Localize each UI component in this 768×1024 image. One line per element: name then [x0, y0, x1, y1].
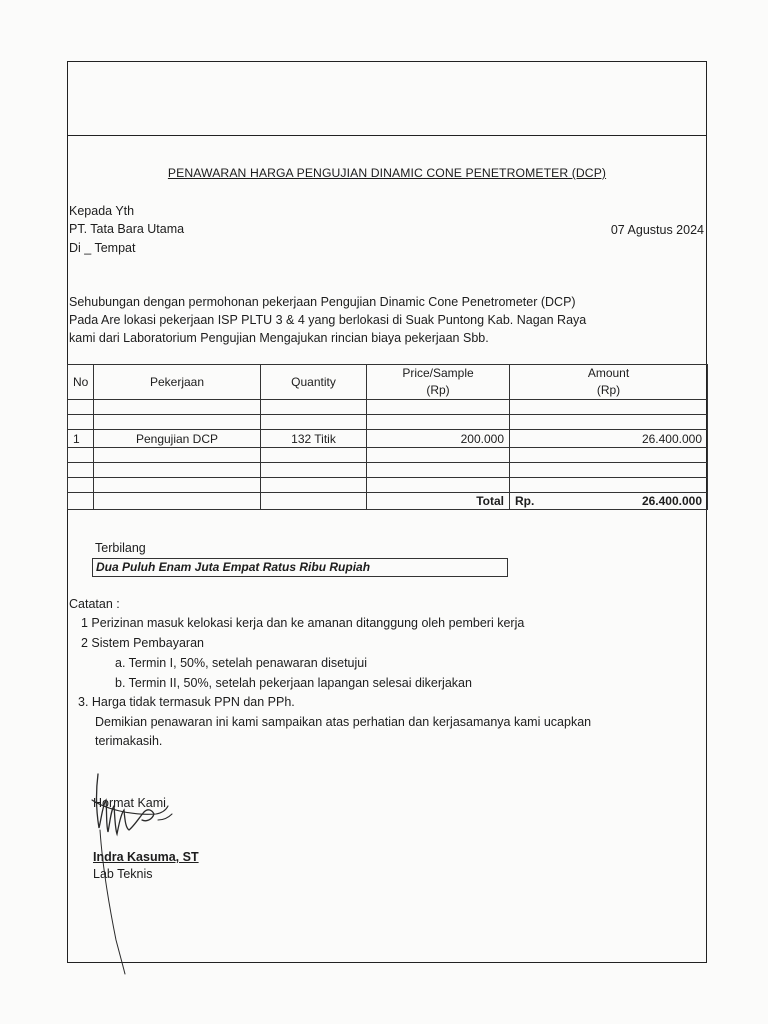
table-header-row	[68, 365, 708, 400]
total-currency: Rp.	[515, 494, 535, 508]
table-total-row	[68, 493, 708, 510]
total-amount	[510, 493, 708, 510]
item-no: 1	[68, 430, 94, 448]
closing-line-1: Demikian penawaran ini kami sampaikan atas perhatian dan kerjasamanya kami ucapkan	[95, 715, 592, 729]
intro-line-2: Pada Are lokasi pekerjaan ISP PLTU 3 & 4 yang berlokasi di Suak Puntong Kab. Nagan Raya	[69, 313, 587, 327]
header-amount	[510, 365, 708, 400]
note-1: 1 Perizinan masuk kelokasi kerja dan ke amanan ditanggung oleh pemberi kerja	[81, 616, 525, 630]
table-row	[68, 478, 708, 493]
item-price: 200.000	[367, 430, 510, 448]
signature-greeting: Hormat Kami	[93, 796, 166, 810]
header-frame	[67, 61, 707, 136]
intro-line-1: Sehubungan dengan permohonan pekerjaan Pengujian Dinamic Cone Penetrometer (DCP)	[69, 295, 576, 309]
terbilang-label: Terbilang	[95, 541, 146, 555]
document-title: PENAWARAN HARGA PENGUJIAN DINAMIC CONE PENETROMETER (DCP)	[167, 166, 607, 180]
notes-heading: Catatan :	[69, 597, 120, 611]
signature-name: Indra Kasuma, ST	[93, 850, 199, 864]
item-pekerjaan: Pengujian DCP	[94, 430, 261, 448]
terbilang-value: Dua Puluh Enam Juta Empat Ratus Ribu Rupiah	[92, 558, 508, 577]
note-3: 3. Harga tidak termasuk PPN dan PPh.	[78, 695, 295, 709]
header-amount-line1: Amount	[587, 366, 630, 380]
item-amount: 26.400.000	[510, 430, 708, 448]
table-row	[68, 400, 708, 415]
header-price	[367, 365, 510, 400]
note-2a: a. Termin I, 50%, setelah penawaran disetujui	[115, 656, 368, 670]
recipient-line-1: Kepada Yth	[69, 204, 135, 218]
recipient-company: PT. Tata Bara Utama	[69, 222, 185, 236]
intro-line-3: kami dari Laboratorium Pengujian Mengajukan rincian biaya pekerjaan Sbb.	[69, 331, 489, 345]
header-no: No	[68, 365, 94, 400]
header-price-line2: (Rp)	[426, 383, 450, 397]
note-2: 2 Sistem Pembayaran	[81, 636, 204, 650]
item-quantity: 132 Titik	[261, 430, 367, 448]
total-label: Total	[367, 493, 510, 510]
document-date: 07 Agustus 2024	[610, 223, 704, 237]
recipient-place: Di _ Tempat	[69, 241, 136, 255]
header-quantity: Quantity	[261, 365, 367, 400]
header-amount-line2: (Rp)	[596, 383, 621, 397]
table-row	[68, 415, 708, 430]
handwritten-signature	[82, 770, 192, 980]
closing-line-2: terimakasih.	[95, 734, 163, 748]
signature-role: Lab Teknis	[93, 867, 153, 881]
header-pekerjaan: Pekerjaan	[94, 365, 261, 400]
note-2b: b. Termin II, 50%, setelah pekerjaan lapangan selesai dikerjakan	[115, 676, 472, 690]
header-price-line1: Price/Sample	[402, 366, 474, 380]
total-value: 26.400.000	[641, 494, 702, 508]
table-row	[68, 448, 708, 463]
table-row-item	[68, 430, 708, 448]
table-row	[68, 463, 708, 478]
price-table	[67, 364, 708, 510]
